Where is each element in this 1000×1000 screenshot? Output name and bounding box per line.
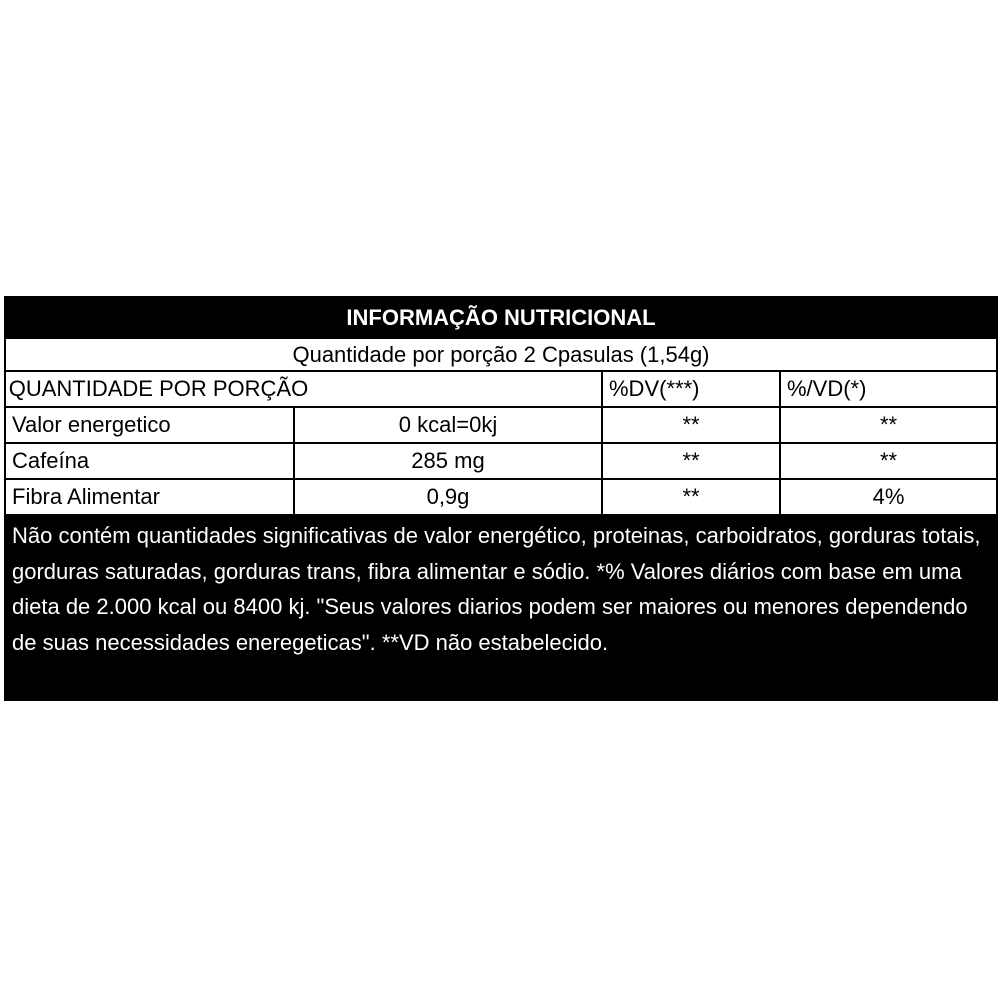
table-title: INFORMAÇÃO NUTRICIONAL (346, 304, 656, 330)
row-amount: 285 mg (295, 444, 601, 478)
header-quantity: QUANTIDADE POR PORÇÃO (6, 372, 601, 406)
row-nutrient: Fibra Alimentar (6, 480, 293, 514)
portion-row: Quantidade por porção 2 Cpasulas (1,54g) (6, 339, 996, 370)
row-amount: 0,9g (295, 480, 601, 514)
row-nutrient: Cafeína (6, 444, 293, 478)
row-amount: 0 kcal=0kj (295, 408, 601, 442)
row-vd: ** (781, 408, 996, 442)
row-nutrient: Valor energetico (6, 408, 293, 442)
row-vd: ** (781, 444, 996, 478)
nutrition-table (4, 296, 998, 701)
row-vd: 4% (781, 480, 996, 514)
row-dv: ** (603, 444, 779, 478)
row-dv: ** (603, 408, 779, 442)
header-dv: %DV(***) (603, 372, 779, 406)
footnote-text: Não contém quantidades significativas de valor energético, proteinas, carboidratos, gorduras totais, gorduras saturadas, gorduras trans, fibra alimentar e sódio. *% Valores diários com base em uma dieta de 2.000 kcal ou 8400 kj. "Seus valores diarios podem ser maiores ou menores dependendo de suas necessidades eneregeticas". **VD não estabelecido. (12, 523, 981, 655)
row-dv: ** (603, 480, 779, 514)
header-vd: %/VD(*) (781, 372, 996, 406)
